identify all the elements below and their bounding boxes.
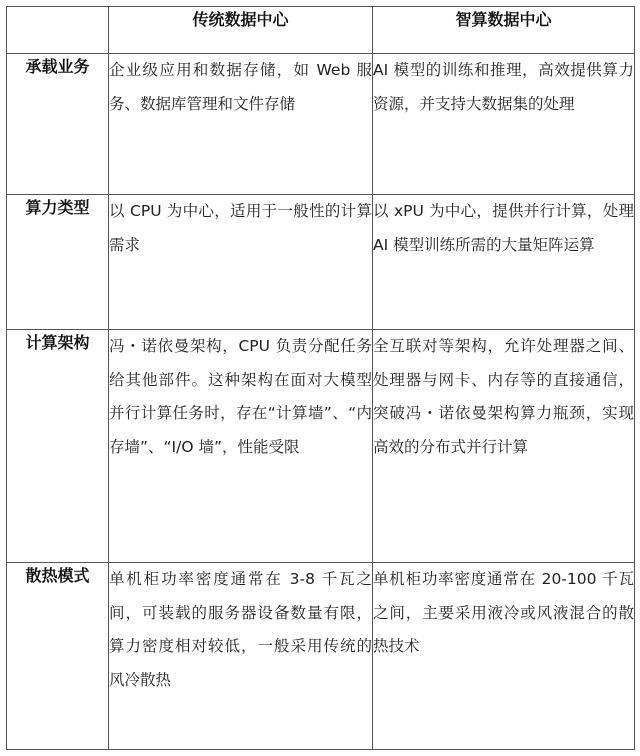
ai-cell: 以 xPU 为中心，提供并行计算，处理 AI 模型训练所需的大量矩阵运算 [373, 195, 635, 330]
traditional-cell: 企业级应用和数据存储，如 Web 服务、数据库管理和文件存储 [109, 54, 373, 195]
row-label: 散热模式 [7, 563, 109, 750]
row-label: 算力类型 [7, 195, 109, 330]
traditional-cell: 冯・诺依曼架构，CPU 负责分配任务给其他部件。这种架构在面对大模型并行计算任务时，存在“计算墙”、“内存墙”、“I/O 墙”，性能受限 [109, 330, 373, 563]
header-traditional: 传统数据中心 [109, 7, 373, 54]
header-corner [7, 7, 109, 54]
ai-cell: 单机柜功率密度通常在 20-100 千瓦之间，主要采用液冷或风液混合的散热技术 [373, 563, 635, 750]
table-row [7, 563, 635, 750]
table-row [7, 330, 635, 563]
row-label: 计算架构 [7, 330, 109, 563]
ai-cell: 全互联对等架构，允许处理器之间、处理器与网卡、内存等的直接通信，突破冯・诺依曼架构算力瓶颈，实现高效的分布式并行计算 [373, 330, 635, 563]
header-ai: 智算数据中心 [373, 7, 635, 54]
header-row [7, 7, 635, 54]
table-row [7, 195, 635, 330]
row-label: 承载业务 [7, 54, 109, 195]
ai-cell: AI 模型的训练和推理，高效提供算力资源，并支持大数据集的处理 [373, 54, 635, 195]
traditional-cell: 单机柜功率密度通常在 3-8 千瓦之间，可装载的服务器设备数量有限，算力密度相对较低，一般采用传统的风冷散热 [109, 563, 373, 750]
traditional-cell: 以 CPU 为中心，适用于一般性的计算需求 [109, 195, 373, 330]
table-row [7, 54, 635, 195]
comparison-table [6, 6, 635, 750]
